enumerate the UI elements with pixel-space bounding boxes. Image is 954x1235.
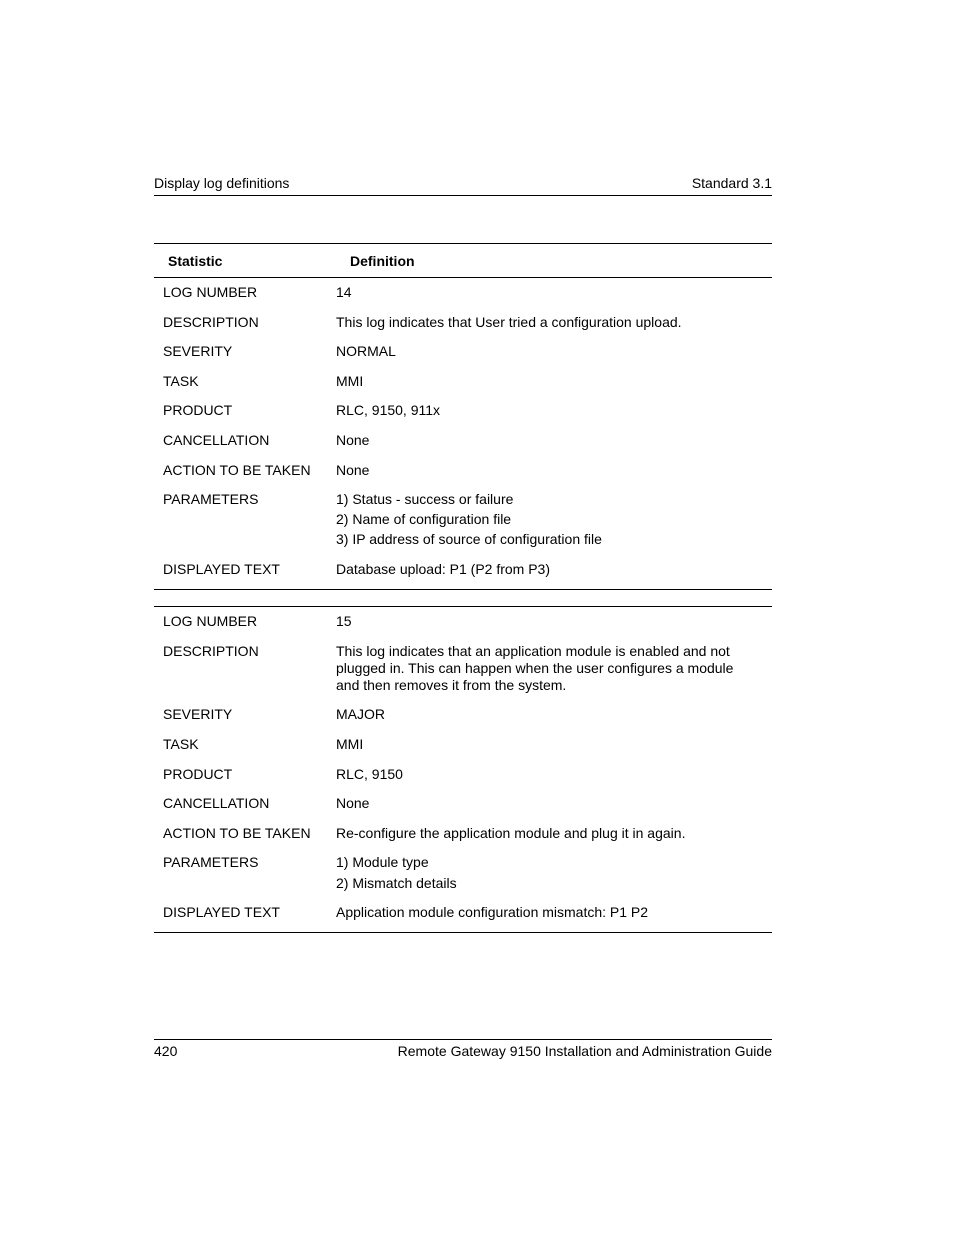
row-value-paragraph (336, 643, 736, 707)
row-label: SEVERITY (163, 343, 233, 360)
row-label: PRODUCT (163, 402, 233, 419)
row-label: DISPLAYED TEXT (163, 904, 280, 921)
row-value: RLC, 9150 (336, 765, 403, 782)
table-row (154, 284, 772, 314)
row-value-list (336, 489, 736, 561)
document-title: Remote Gateway 9150 Installation and Administration Guide (397, 1043, 772, 1059)
table-row (154, 343, 772, 373)
row-value: None (336, 795, 370, 812)
row-value-list (336, 852, 736, 904)
table-row (154, 561, 772, 583)
log-definitions-table-continued (154, 606, 772, 933)
parameter-item: 3) IP address of source of configuration file (336, 531, 602, 548)
row-label: ACTION TO BE TAKEN (163, 824, 311, 841)
table-row (154, 904, 772, 926)
row-label: DESCRIPTION (163, 313, 259, 330)
row-value: MMI (336, 735, 364, 752)
column-header-statistic: Statistic (168, 253, 223, 269)
row-value: None (336, 431, 370, 448)
table-row (154, 613, 772, 643)
row-label: PRODUCT (163, 765, 233, 782)
row-label: LOG NUMBER (163, 613, 258, 629)
table-row (154, 766, 772, 796)
row-label: CANCELLATION (163, 795, 270, 812)
table-header-row (154, 243, 772, 278)
table-row (154, 643, 772, 707)
description-line: and then removes it from the system. (336, 676, 567, 693)
row-value: RLC, 9150, 911x (336, 402, 441, 419)
row-value: Application module configuration mismatch: P1 P2 (336, 904, 649, 921)
row-label: DESCRIPTION (163, 642, 259, 659)
description-line: This log indicates that an application module is enabled and not (336, 642, 730, 659)
page-number: 420 (154, 1043, 178, 1059)
parameter-item: 2) Name of configuration file (336, 511, 512, 528)
row-label: DISPLAYED TEXT (163, 560, 280, 577)
table-row (154, 462, 772, 492)
row-label: LOG NUMBER (163, 284, 258, 300)
row-label: ACTION TO BE TAKEN (163, 461, 311, 478)
row-label: TASK (163, 372, 199, 389)
row-value: Re-configure the application module and plug it in again. (336, 824, 686, 841)
row-label: PARAMETERS (163, 491, 259, 508)
row-label: PARAMETERS (163, 854, 259, 871)
row-value: NORMAL (336, 343, 396, 360)
parameter-item: 1) Status - success or failure (336, 491, 514, 508)
row-value: MMI (336, 372, 364, 389)
row-value: 14 (336, 284, 352, 300)
log-entry-14 (154, 278, 772, 590)
row-value: None (336, 461, 370, 478)
row-label: CANCELLATION (163, 431, 270, 448)
row-value: This log indicates that User tried a configuration upload. (336, 313, 682, 330)
row-value: MAJOR (336, 706, 385, 723)
table-row (154, 432, 772, 462)
table-row (154, 373, 772, 403)
document-version: Standard 3.1 (691, 175, 772, 191)
column-header-definition: Definition (350, 253, 415, 269)
page-header (154, 174, 772, 196)
parameter-item: 1) Module type (336, 854, 429, 871)
table-row (154, 706, 772, 736)
parameter-item: 2) Mismatch details (336, 875, 457, 892)
description-line: plugged in. This can happen when the user configures a module (336, 659, 734, 676)
row-value: 15 (336, 613, 352, 629)
table-row (154, 314, 772, 344)
table-row (154, 736, 772, 766)
section-title: Display log definitions (154, 175, 290, 191)
table-row (154, 491, 772, 561)
log-entry-15 (154, 606, 772, 933)
row-label: SEVERITY (163, 706, 233, 723)
row-label: TASK (163, 735, 199, 752)
page-footer (154, 1039, 772, 1062)
table-row (154, 402, 772, 432)
row-value: Database upload: P1 (P2 from P3) (336, 560, 551, 577)
log-definitions-table (154, 243, 772, 590)
table-row (154, 825, 772, 855)
table-row (154, 795, 772, 825)
table-row (154, 854, 772, 904)
